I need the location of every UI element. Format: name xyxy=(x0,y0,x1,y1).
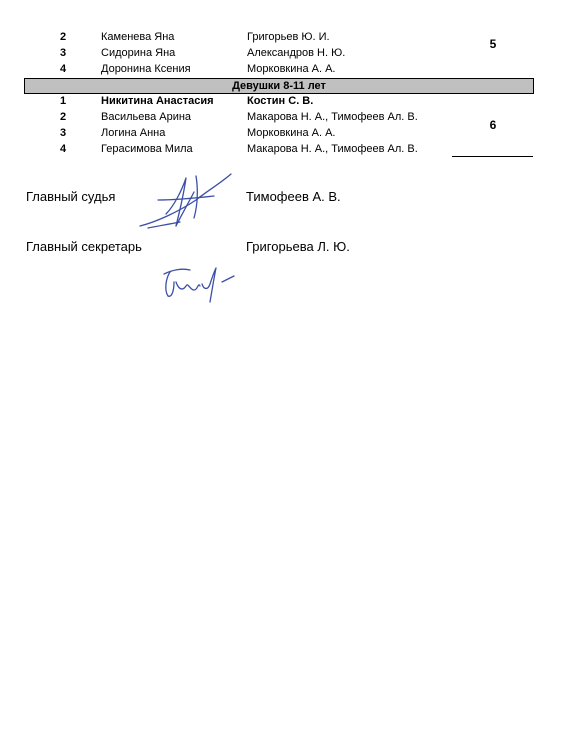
coach-name: Александров Н. Ю. xyxy=(247,47,346,59)
coach-name: Макарова Н. А., Тимофеев Ал. В. xyxy=(247,111,418,123)
chief-judge-signature xyxy=(136,170,236,232)
chief-judge-name: Тимофеев А. В. xyxy=(246,189,341,204)
participant-name: Сидорина Яна xyxy=(101,47,176,59)
table-row xyxy=(0,93,565,109)
participant-name: Каменева Яна xyxy=(101,31,175,43)
chief-judge-label: Главный судья xyxy=(26,189,116,204)
place-cell: 4 xyxy=(59,63,67,75)
coach-name: Морковкина А. А. xyxy=(247,63,336,75)
chief-secretary-label: Главный секретарь xyxy=(26,239,142,254)
participant-name: Васильева Арина xyxy=(101,111,192,123)
group-header: Девушки 8-11 лет xyxy=(24,78,534,94)
coach-name: Морковкина А. А. xyxy=(247,127,336,139)
team-place: 6 xyxy=(489,118,497,132)
place-cell: 3 xyxy=(59,127,67,139)
team-place: 5 xyxy=(489,37,497,51)
team-place-row xyxy=(0,117,565,133)
chief-secretary-signature xyxy=(160,260,244,304)
place-cell: 4 xyxy=(59,143,67,155)
participant-name: Никитина Анастасия xyxy=(101,95,214,107)
place-cell: 1 xyxy=(59,95,67,107)
team-underline xyxy=(452,156,533,157)
table-row xyxy=(0,141,565,157)
place-cell: 3 xyxy=(59,47,67,59)
coach-name: Макарова Н. А., Тимофеев Ал. В. xyxy=(247,143,418,155)
chief-secretary-name: Григорьева Л. Ю. xyxy=(246,239,350,254)
participant-name: Доронина Ксения xyxy=(101,63,191,75)
coach-name: Григорьев Ю. И. xyxy=(247,31,330,43)
table-row xyxy=(0,61,565,77)
place-cell: 2 xyxy=(59,111,67,123)
participant-name: Герасимова Мила xyxy=(101,143,193,155)
team-place-row xyxy=(0,36,565,52)
coach-name: Костин С. В. xyxy=(247,95,314,107)
participant-name: Логина Анна xyxy=(101,127,166,139)
place-cell: 2 xyxy=(59,31,67,43)
